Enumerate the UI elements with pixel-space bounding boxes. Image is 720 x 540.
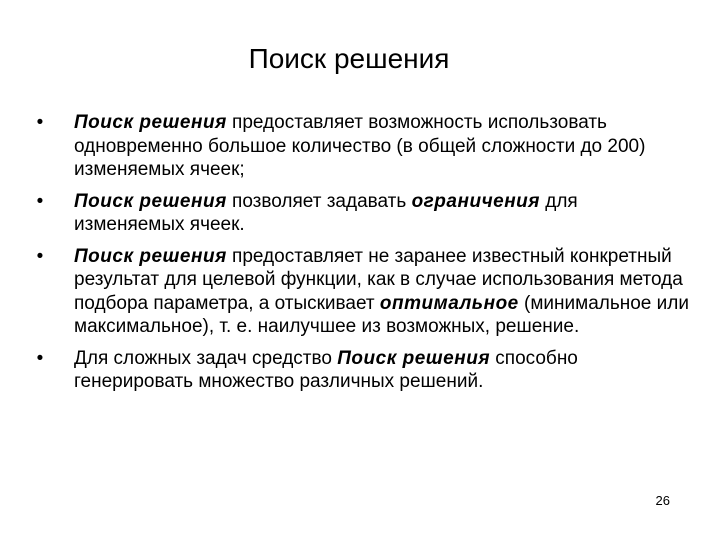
bullet-text-segment: Для сложных задач средство (74, 347, 338, 369)
emphasized-term: Поиск решения (337, 347, 491, 369)
page-number: 26 (655, 493, 670, 508)
bullet-item (30, 245, 690, 339)
bullet-dot-icon: • (36, 190, 44, 212)
bullet-item (30, 347, 690, 394)
bullet-item (30, 190, 690, 237)
bullet-text-segment: позволяет задавать (226, 190, 412, 212)
bullet-dot-icon: • (36, 245, 44, 267)
bullet-text (74, 246, 689, 338)
emphasized-term: Поиск решения (74, 190, 227, 212)
bullet-list (30, 111, 690, 402)
bullet-text-segment: предоставляет возможность использовать одновременно большое количество (в общей сложности до 200) изменяемых ячеек; (74, 112, 646, 180)
bullet-text (74, 191, 578, 236)
emphasized-term: оптимальное (379, 292, 519, 314)
emphasized-term: ограничения (411, 190, 540, 212)
slide-title: Поиск решения (248, 43, 450, 74)
bullet-text-segment: способно генерировать множество различных решений. (74, 347, 578, 392)
bullet-text-segment: для изменяемых ячеек. (74, 190, 578, 235)
bullet-dot-icon: • (36, 112, 44, 133)
emphasized-term: Поиск решения (74, 245, 227, 267)
bullet-item (30, 111, 690, 182)
bullet-text-segment: (минимальное или максимальное), т. е. наилучшее из возможных, решение. (74, 292, 689, 337)
bullet-dot-icon: • (36, 347, 44, 369)
bullet-text (74, 348, 578, 393)
bullet-text (74, 112, 645, 180)
emphasized-term: Поиск решения (74, 112, 227, 133)
bullet-text-segment: предоставляет не заранее известный конкретный результат для целевой функции, как в случае использования метода подбора параметра, а отыскивает (74, 245, 683, 314)
